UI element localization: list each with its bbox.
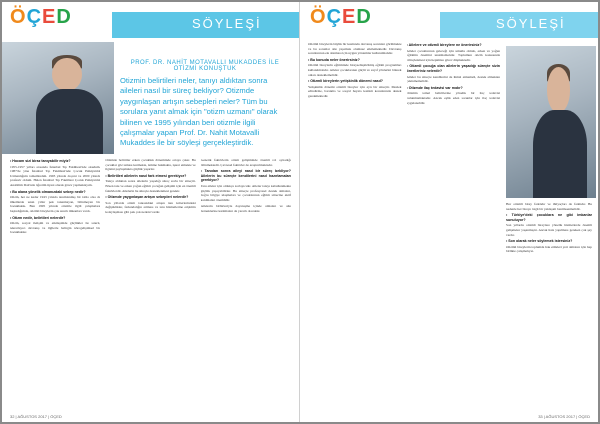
section-label: SÖYLEŞİ (496, 16, 566, 31)
magazine-logo: ÖÇED (10, 6, 72, 28)
portrait-photo (506, 46, 596, 198)
question-heading: • Ailelere ve otizmli bireylere ne önerirsiniz? (406, 43, 482, 47)
magazine-logo: ÖÇED (310, 6, 372, 28)
section-label: SÖYLEŞİ (192, 16, 262, 31)
body-paragraph: Otizmli bireylerin eğitiminde bireyselleştirilmiş eğitim programları kullanılmalıdır. Aileler çocuklarının güçlü ve zayıf yönlerini bilerek onları desteklemelidir. (308, 63, 402, 77)
body-paragraph: Ailelerin birbirleriyle dayanışma içinde olmaları ve aile derneklerine katılmaları da yararlı olacaktır. (200, 204, 291, 213)
article-column-3 (201, 158, 291, 410)
body-paragraph: Her otizmli birey farklıdır ve ihtiyaçları da farklıdır. Bu nedenle her bireye özgü bir yaklaşım benimsenmelidir. (506, 202, 592, 211)
right-page (300, 2, 598, 422)
question-heading: • Otizmli çocuğa olan ailelerin yaşadığı süreçte sizin önerileriniz nelerdir? (406, 64, 500, 73)
body-paragraph: Aileler bu süreçte kendilerini de ihmal etmemeli, destek almaktan çekinmemelidir. (406, 74, 500, 84)
left-page (2, 2, 300, 422)
body-paragraph: Otizmin temel belirtilerine yönelik bir ilaç tedavisi bulunmamaktadır. Ancak eşlik eden sorunlar için ilaç tedavisi uygulanabilir. (406, 91, 500, 105)
article-columns-side (506, 202, 592, 410)
right-header (300, 2, 598, 38)
body-paragraph: Otizm, her ne kadar 1943 yılında tanımlanmış bir tablo olsa da ülkemizde uzun yıllar pek tanınmayan, bilinmeyen bir bozukluktu. Ben 1995 yılında otizmle ilgili çalışmalara başladığımda, otizmli bireylerin çok sınırlı imkanları vardı. (10, 195, 101, 213)
question-heading: • Tanıdan sonra aileyi nasıl bir süreç bekliyor? Ailelerin bu süreçte kendilerini nasıl hazırlamaları gerekiyor? (200, 169, 291, 183)
article-intro-quote: Otizmin belirtileri neler, tanıyı aldıktan sonra aileleri nasıl bir süreç bekliyor? Otizmde yaygınlaşan artışın sebepleri neler? Tüm bu sorulara yanıt almak için "otizm uzmanı" olarak bilinen ve 1995 yılından beri otizmle ilgili çalışmalar yapan Prof. Dr. Nahit Motavalli Mukaddes ile bir söyleşi gerçekleştirdik. (120, 76, 278, 148)
article-column-1 (10, 158, 100, 410)
article-column-1 (308, 42, 402, 410)
article-column-2 (105, 158, 195, 410)
question-heading: • Hocam sizi biraz tanıyabilir miyiz? (10, 159, 71, 163)
left-header (2, 2, 299, 38)
body-paragraph: Otizmli bireylerin toplumda hak ettikleri yeri almaları için hep birlikte çalışmalıyız. (506, 244, 592, 254)
body-paragraph: Son yıllarda otizmli bireylere yönelik hizmetlerde önemli gelişmeler yaşanmıştır. Ancak hala yapılması gereken çok şey vardır. (506, 223, 592, 237)
body-paragraph: 1955-1957 yılları arasında İstanbul Tıp Fakültesi'nde okudum. 1987'de yine İstanbul Tıp Fakültesi'nde Çocuk Psikiyatrisi Uzmanlığımı tamamladım. 1993 yılında doçent ve 2000 yılında profesör oldum. Halen İstanbul Tıp Fakültesi Çocuk Psikiyatrisi Anabilim Dalı'nda öğretim üyesi olarak görev yapmaktayım. (10, 164, 101, 187)
article-column-3 (506, 202, 592, 410)
question-heading: • Otizmde ilaç tedavisi var mıdır? (406, 85, 463, 90)
article-column-2 (407, 42, 501, 410)
page-footer: 33 | AĞUSTOS 2017 | ÖÇED (538, 414, 590, 419)
magazine-spread (2, 2, 598, 422)
page-footer: 32 | AĞUSTOS 2017 | ÖÇED (10, 414, 62, 419)
body-paragraph: Genetik faktörlerin otizm gelişiminde önemli rol oynadığı bilinmektedir. Çevresel faktörler de araştırılmaktadır. (200, 158, 291, 167)
question-heading: • Bu alana yönelik olmanızdaki sebep nedir? (10, 189, 86, 194)
question-heading: • Otizmli bireylerin yetişkinlik dönemi nasıl? (308, 79, 383, 84)
question-heading: • Otizm nedir, belirtileri nelerdir? (10, 215, 66, 220)
body-paragraph: Son yıllarda otizm tanısındaki artışın tanı kriterlerindeki değişiklikler, farkındalığın artması ve tanı hizmetlerine erişimin kolaylaşması gibi pek çok nedeni vardır. (105, 200, 196, 214)
body-paragraph: Tanı aileler için oldukça zorlayıcıdır. Aileler tanıyı kabullenmekte güçlük yaşayabilirler. Bu süreçte profesyonel destek almaları, doğru bilgiye ulaşmaları ve çocuklarının eğitim sürecine aktif katılmaları önemlidir. (200, 183, 291, 202)
body-paragraph: Otizmli bireylerin büyük bir kısmında davranış sorunları görülmekte ve bu sorunlar aile yaşamını olumsuz etkilemektedir. Davranış sorunlarının ele alınması için uygun yöntemler kullanılmalıdır. (308, 42, 402, 56)
question-heading: • Belirtileri ailelerin nasıl fark etmesi gerekiyor? (105, 173, 187, 178)
body-paragraph: Yetişkinlik dönemi otizmli bireyler için ayrı bir süreçtir. Meslek edindirme, barınma ve sosyal hayata katılım konularında destek gerekmektedir. (308, 84, 402, 98)
article-columns (10, 158, 291, 410)
question-heading: • Türkiye'deki çocuklara ne gibi imkanlar sunuluyor? (506, 213, 592, 222)
question-heading: • Otizmde yaygınlaşan artışın sebepleri nelerdir? (105, 195, 189, 200)
body-paragraph: Aileler çocuklarının geleceği için umutlu olmalı, erken ve yoğun eğitimin önemini unutmamalıdır. Toplumun otizm konusunda bilinçlenmesi için hepimize görev düşmektedir. (406, 48, 500, 62)
question-heading: • Son olarak neler söylemek istersiniz? (506, 239, 573, 244)
article-byline: PROF. DR. NAHİT MOTAVALLI MUKADDES İLE OTİZMİ KONUŞTUK (130, 60, 280, 72)
body-paragraph: Otizmde belirtiler erken çocukluk döneminde ortaya çıkar. Bu çocuklar göz teması kurmakta, ismine bakmakta, işaret etmekte ve ilgisini paylaşmakta güçlük yaşarlar. (105, 158, 196, 172)
article-columns-main (308, 42, 500, 410)
portrait-photo (2, 42, 114, 154)
body-paragraph: Otizm, sosyal iletişim ve etkileşimde güçlükler ile sınırlı, tekrarlayıcı davranış ve ilgilerle belirgin nörogelişimsel bir bozukluktur. (10, 221, 101, 235)
question-heading: • Bu konuda neler önerirsiniz? (308, 57, 360, 62)
body-paragraph: Tanıyı aldıktan sonra ailelerin yaşadığı süreç zorlu bir süreçtir. Erken tanı ve erken yoğun eğitim çocuğun gelişimi için en önemli faktörlerdir. Ailelerin bu süreçte desteklenmesi gerekir. (105, 179, 196, 193)
